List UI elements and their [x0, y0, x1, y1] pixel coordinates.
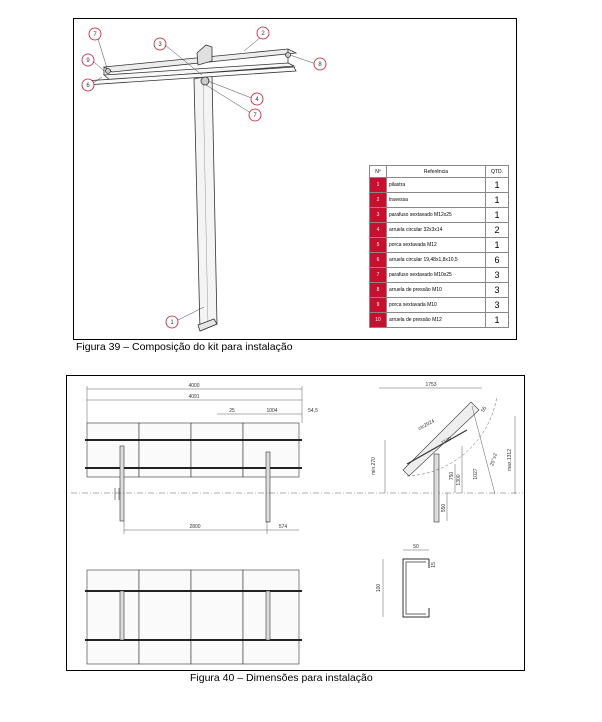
cell-ref: parafuso sextavado M10x25: [387, 268, 486, 283]
dim-ctc2024: ctc2024: [417, 418, 436, 432]
callout-3: [154, 38, 166, 50]
c-profile-section: [383, 550, 429, 617]
cell-num: 1: [370, 178, 387, 193]
cell-num: 3: [370, 208, 387, 223]
dim-1004: 1004: [266, 408, 278, 414]
parts-reference-table: [369, 165, 509, 328]
cell-num: 7: [370, 268, 387, 283]
cell-ref: arruela circular 32x3x14: [387, 223, 486, 238]
svg-text:9: 9: [86, 58, 90, 64]
callout-6: [82, 79, 94, 91]
header-qty: QTD.: [486, 166, 509, 178]
pillar-drawing: [194, 75, 217, 331]
dim-55: 55: [480, 405, 489, 414]
table-row: [370, 298, 509, 313]
table-row: [370, 223, 509, 238]
header-num: Nº: [370, 166, 387, 178]
dim-25: 25: [229, 408, 235, 414]
svg-text:7: 7: [93, 32, 97, 38]
table-row: [370, 268, 509, 283]
cell-num: 8: [370, 283, 387, 298]
callout-7a: [89, 28, 101, 40]
dim-4091: 4091: [188, 394, 200, 400]
cell-num: 2: [370, 193, 387, 208]
cell-qty: 3: [486, 283, 509, 298]
figure-39-frame: [73, 18, 517, 340]
table-row: [370, 238, 509, 253]
dim-550: 550: [441, 503, 447, 513]
cell-qty: 1: [486, 313, 509, 328]
table-row: [370, 208, 509, 223]
callout-9: [82, 54, 94, 66]
svg-text:7: 7: [253, 113, 257, 119]
dim-100: 100: [376, 583, 382, 593]
svg-text:1: 1: [170, 320, 174, 326]
plan-view-panels: [85, 570, 302, 664]
cell-qty: 1: [486, 208, 509, 223]
cell-qty: 3: [486, 298, 509, 313]
callout-2: [257, 27, 269, 39]
dim-15: 15: [431, 562, 437, 568]
svg-text:4: 4: [255, 97, 259, 103]
header-ref: Referência: [387, 166, 486, 178]
cell-qty: 1: [486, 193, 509, 208]
cell-qty: 6: [486, 253, 509, 268]
cell-qty: 1: [486, 238, 509, 253]
cell-num: 10: [370, 313, 387, 328]
svg-text:6: 6: [86, 83, 90, 89]
callout-7b: [249, 109, 261, 121]
dimensions-drawing: [67, 376, 526, 672]
cell-qty: 1: [486, 178, 509, 193]
dim-max1312: max.1312: [507, 449, 513, 471]
figure-40-caption: Figura 40 – Dimensões para instalação: [190, 672, 373, 684]
cell-num: 5: [370, 238, 387, 253]
dim-1753: 1753: [425, 382, 437, 388]
cell-num: 9: [370, 298, 387, 313]
dim-1027: 1027: [473, 468, 479, 480]
cell-num: 6: [370, 253, 387, 268]
dim-min270: min.270: [371, 457, 377, 475]
dim-574: 574: [278, 524, 288, 530]
callout-8: [314, 58, 326, 70]
cell-qty: 3: [486, 268, 509, 283]
table-row: [370, 193, 509, 208]
table-row: [370, 178, 509, 193]
cell-ref: parafuso sextavado M12x25: [387, 208, 486, 223]
cell-ref: arruela circular 19,48x1,8x10,5: [387, 253, 486, 268]
dim-54-5: 54,5: [308, 408, 318, 414]
svg-text:2: 2: [261, 31, 265, 37]
dim-2800: 2800: [189, 524, 201, 530]
cell-ref: travessa: [387, 193, 486, 208]
dim-1300: 1300: [456, 474, 462, 486]
table-row: [370, 283, 509, 298]
dim-angle: 25°±2: [489, 452, 499, 467]
cell-ref: pilastra: [387, 178, 486, 193]
table-header-row: [370, 166, 509, 178]
svg-text:8: 8: [318, 62, 322, 68]
dim-50: 50: [413, 544, 419, 550]
cell-num: 4: [370, 223, 387, 238]
callout-4: [251, 93, 263, 105]
figure-39-caption: Figura 39 – Composição do kit para instalação: [76, 341, 293, 353]
table-row: [370, 253, 509, 268]
cell-ref: arruela de pressão M12: [387, 313, 486, 328]
dim-750: 750: [449, 471, 455, 481]
front-view-panels: [71, 423, 523, 522]
dim-1130: 1130: [440, 435, 453, 447]
svg-text:3: 3: [158, 42, 162, 48]
figure-40-frame: [66, 375, 525, 671]
cell-ref: porca sextavada M10: [387, 298, 486, 313]
dim-4000: 4000: [188, 383, 200, 389]
callout-1: [166, 316, 178, 328]
cell-qty: 2: [486, 223, 509, 238]
cell-ref: porca sextavada M12: [387, 238, 486, 253]
cell-ref: arruela de pressão M10: [387, 283, 486, 298]
table-row: [370, 313, 509, 328]
